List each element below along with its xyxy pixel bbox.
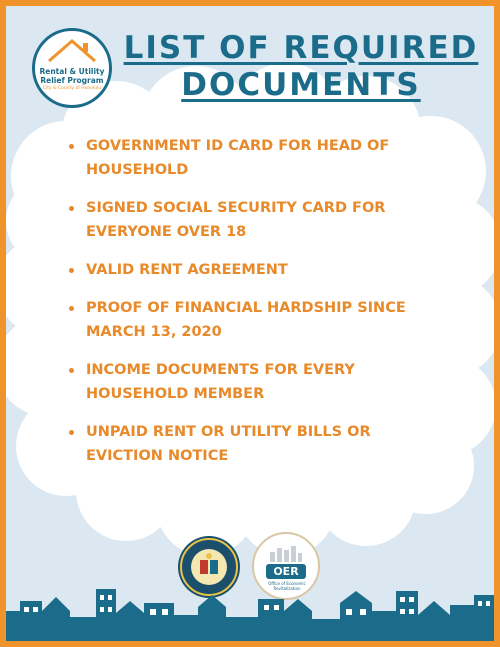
document-text: GOVERNMENT ID CARD FOR HEAD OF HOUSEHOLD bbox=[86, 138, 390, 178]
logo-line-2: Relief Program bbox=[40, 76, 104, 85]
oer-subtitle: Office of Economic Revitalization bbox=[268, 581, 306, 591]
document-text: VALID RENT AGREEMENT bbox=[86, 262, 288, 278]
houses-skyline-icon bbox=[6, 581, 494, 641]
document-text: SIGNED SOCIAL SECURITY CARD FOR EVERYONE OVER 18 bbox=[86, 200, 386, 240]
list-item bbox=[66, 296, 426, 344]
program-logo bbox=[32, 28, 112, 108]
list-item bbox=[66, 358, 426, 406]
bullet-icon bbox=[69, 430, 74, 435]
document-text: UNPAID RENT OR UTILITY BILLS OR EVICTION NOTICE bbox=[86, 424, 371, 464]
title-line-2: DOCUMENTS bbox=[181, 67, 421, 103]
bullet-icon bbox=[69, 206, 74, 211]
list-item bbox=[66, 420, 426, 468]
list-item bbox=[66, 134, 426, 182]
page-title bbox=[116, 30, 486, 104]
logo-line-1: Rental & Utility bbox=[39, 67, 105, 76]
bullet-icon bbox=[69, 306, 74, 311]
document-text: INCOME DOCUMENTS FOR EVERY HOUSEHOLD MEMBER bbox=[86, 362, 355, 402]
list-item bbox=[66, 258, 426, 282]
bullet-icon bbox=[69, 144, 74, 149]
bullet-icon bbox=[69, 368, 74, 373]
logo-line-3: City & County of Honolulu bbox=[42, 86, 102, 91]
bullet-icon bbox=[69, 268, 74, 273]
oer-abbreviation: OER bbox=[266, 564, 306, 579]
document-list bbox=[66, 134, 426, 482]
title-line-1: LIST OF REQUIRED bbox=[123, 30, 479, 66]
flyer-background bbox=[6, 6, 494, 641]
document-text: PROOF OF FINANCIAL HARDSHIP SINCE MARCH 13, 2020 bbox=[86, 300, 406, 340]
list-item bbox=[66, 196, 426, 244]
